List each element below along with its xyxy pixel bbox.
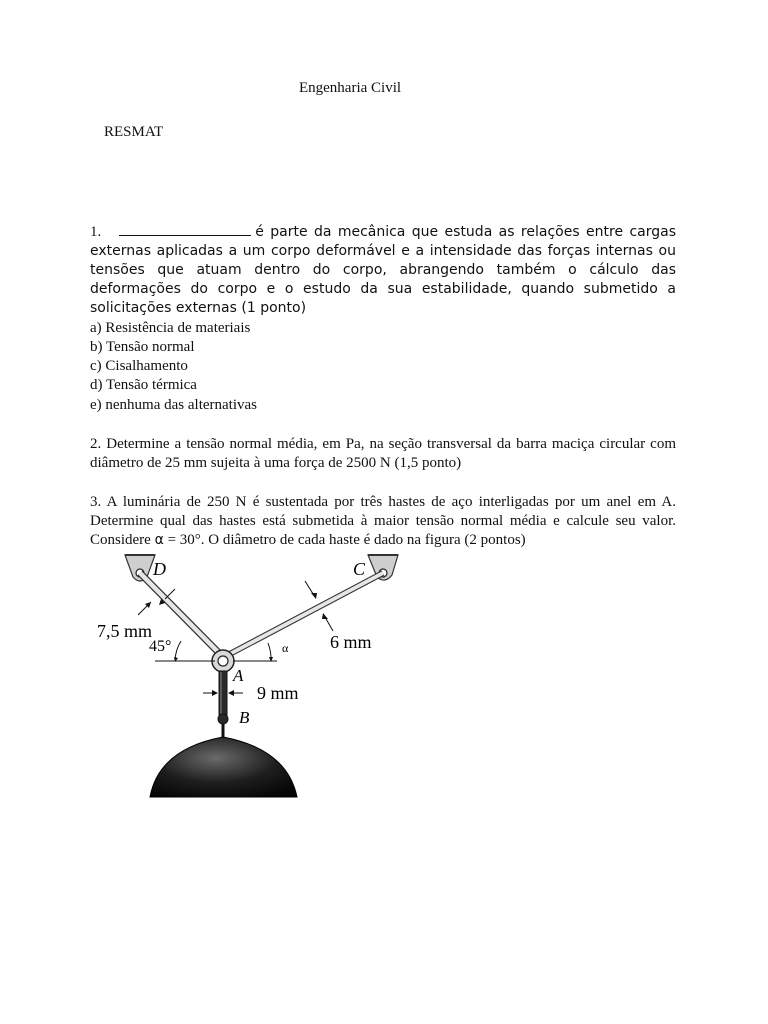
luminaire-figure [95,553,415,801]
question-3-text-after: = 30°. O diâmetro de cada haste é dado na figura (2 pontos) [167,532,526,548]
question-1-number: 1. [90,224,102,240]
option-a: a) Resistência de materiais [90,320,251,336]
dim-label-ab: 9 mm [257,683,299,703]
question-2: 2. Determine a tensão normal média, em Pa, na seção transversal da barra maciça circular com diâmetro de 25 mm sujeita à uma força de 2500 N (1,5 ponto) [90,436,676,471]
document-title: Engenharia Civil [298,80,402,96]
angle-label-alpha: α [282,641,289,655]
label-d: D [153,559,166,579]
label-b: B [239,708,250,727]
ring-a [212,650,234,672]
label-c: C [353,559,366,579]
question-3-text-before: 3. A luminária de 250 N é sustentada por três hastes de aço interligadas por um anel em A. Determine qual das hastes está submetida à maior tensão normal média e calcule seu valor. Considere [90,494,676,548]
question-3 [90,493,676,550]
option-c: c) Cisalhamento [90,358,188,374]
option-d: d) Tensão térmica [90,377,197,393]
dim-label-ad: 7,5 mm [97,621,153,641]
option-b: b) Tensão normal [90,339,195,355]
rod-ab [218,671,228,737]
lamp-shade [150,737,297,797]
answer-blank [119,222,251,236]
document-subject: RESMAT [104,124,164,140]
question-1 [90,222,676,318]
dim-label-ac: 6 mm [330,632,372,652]
label-a: A [233,666,244,685]
question-1-text: é parte da mecânica que estuda as relações entre cargas externas aplicadas a um corpo deformável e a intensidade das forças internas ou tensões que atuam dentro do corpo, abrangendo também o cálculo das deformações do corpo e o estudo da sua estabilidade, quando submetido a solicitações externas (1 ponto) [90,224,676,316]
angle-label-45: 45° [149,638,172,655]
alpha-symbol: α [154,532,164,548]
option-e: e) nenhuma das alternativas [90,397,258,413]
